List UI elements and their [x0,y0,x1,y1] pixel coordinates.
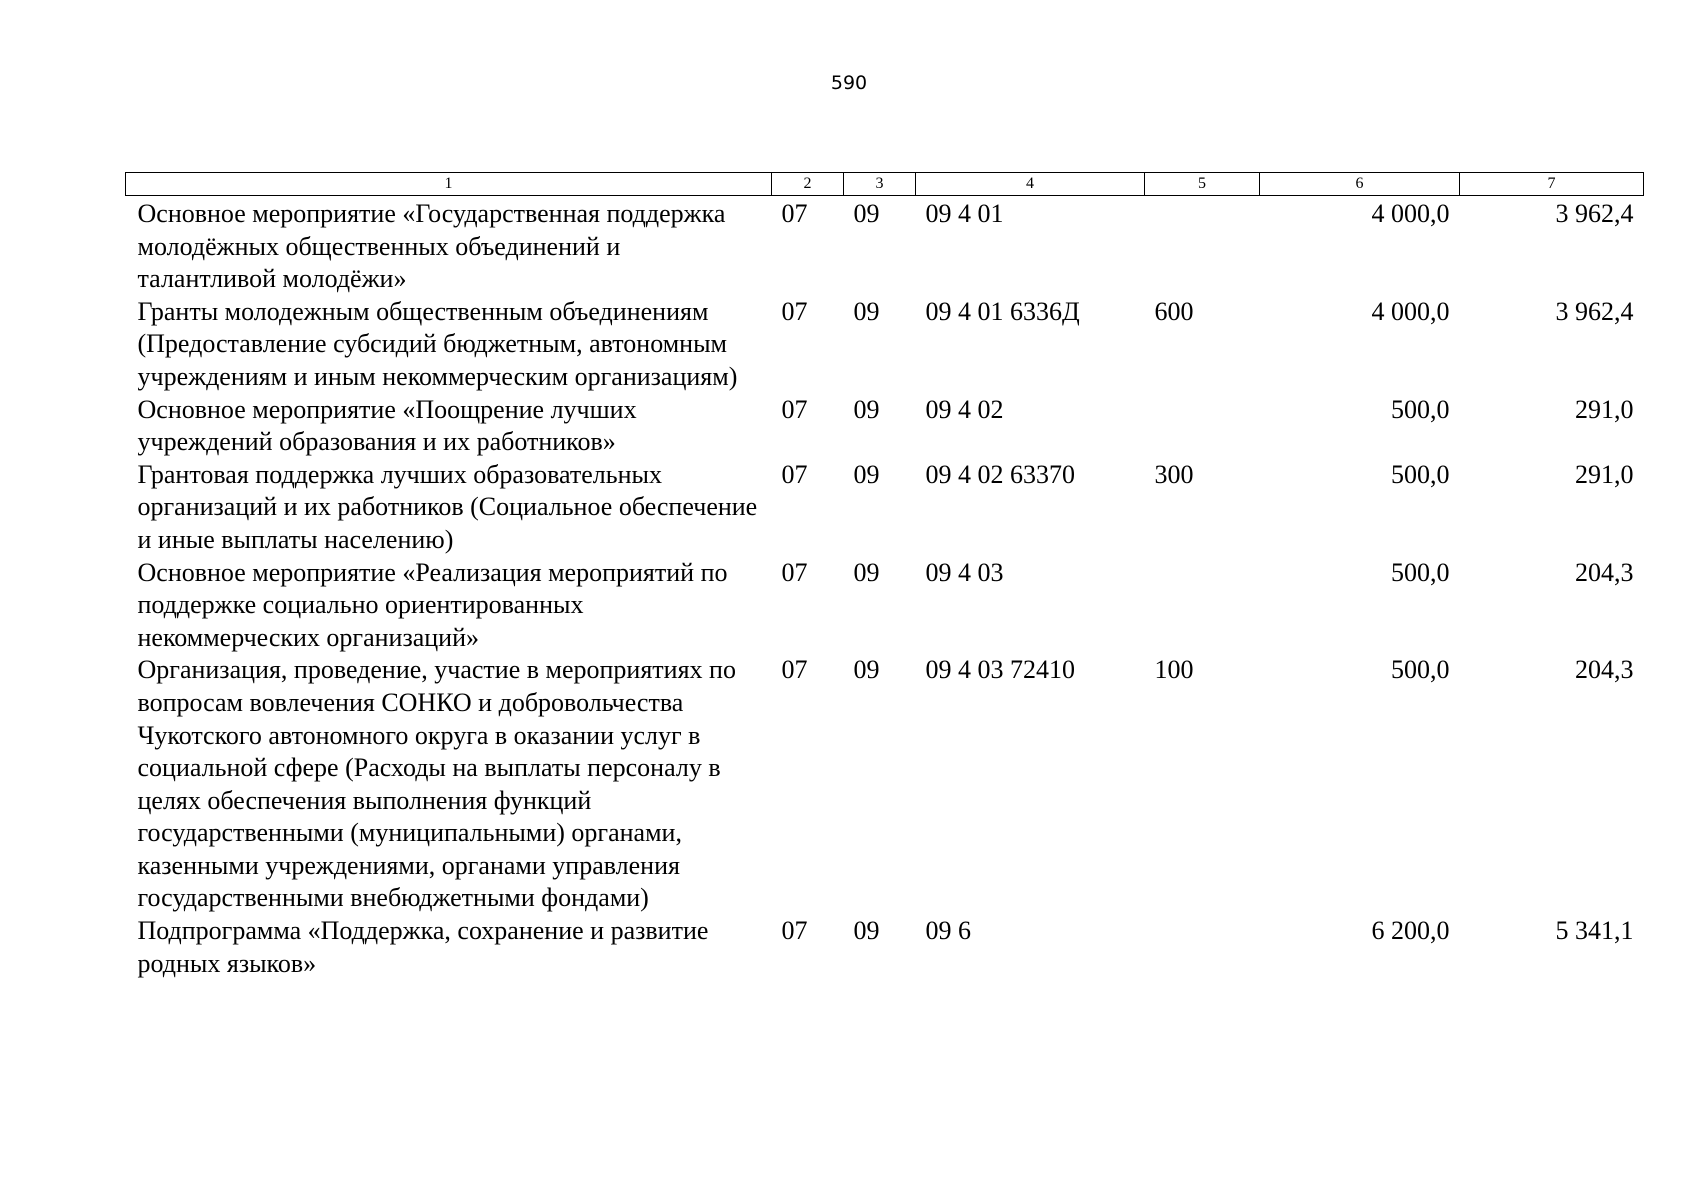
row-pr: 09 [853,655,880,685]
row-actual: 5 341,1 [1555,916,1634,946]
table-row [126,296,1644,394]
row-pr: 09 [853,296,880,326]
row-csr: 09 4 02 [925,394,1004,424]
row-csr: 09 4 01 [925,199,1004,228]
header-col-6: 6 [1260,173,1460,196]
row-name: Гранты молодежным общественным объединениям (Предоставление субсидий бюджетным, автономным учреждениям и иным некоммерческим организациям) [137,296,738,391]
row-pr: 09 [853,459,880,489]
row-plan: 500,0 [1391,655,1450,685]
row-name: Организация, проведение, участие в мероприятиях по вопросам вовлечения СОНКО и добровольчества Чукотского автономного округа в оказании услуг в социальной сфере (Расходы на выплаты персоналу в целях обеспечения выполнения функций государственными (муниципальными) органами, казенными учреждениями, органами управления государственными внебюджетными фондами) [137,655,736,913]
row-name: Подпрограмма «Поддержка, сохранение и развитие родных языков» [137,916,709,978]
row-actual: 291,0 [1575,394,1634,424]
row-rz: 07 [781,296,808,326]
row-actual: 291,0 [1575,459,1634,489]
row-rz: 07 [781,199,808,228]
table-row [126,394,1644,459]
row-vr: 100 [1154,655,1194,685]
table-body [126,196,1644,981]
row-plan: 4 000,0 [1371,199,1450,228]
header-col-5: 5 [1145,173,1260,196]
row-pr: 09 [853,394,880,424]
row-actual: 204,3 [1575,557,1634,587]
row-rz: 07 [781,557,808,587]
table-header [126,173,1644,196]
row-vr [1145,557,1260,655]
row-pr: 09 [853,557,880,587]
row-name: Основное мероприятие «Реализация мероприятий по поддержке социально ориентированных некоммерческих организаций» [137,557,728,652]
header-col-7: 7 [1460,173,1644,196]
row-actual: 204,3 [1575,655,1634,685]
header-row [126,173,1644,196]
row-pr: 09 [853,916,880,946]
row-csr: 09 4 03 72410 [925,655,1075,685]
header-col-2: 2 [772,173,844,196]
table-row [126,915,1644,980]
row-rz: 07 [781,394,808,424]
row-vr [1145,196,1260,296]
row-name: Грантовая поддержка лучших образовательных организаций и их работников (Социальное обеспечение и иные выплаты населению) [137,459,758,554]
row-plan: 500,0 [1391,459,1450,489]
table-row [126,459,1644,557]
row-plan: 500,0 [1391,557,1450,587]
row-csr: 09 6 [925,916,971,946]
row-pr: 09 [853,199,880,228]
row-plan: 500,0 [1391,394,1450,424]
row-plan: 4 000,0 [1371,296,1450,326]
header-col-1: 1 [126,173,772,196]
page-number: 590 [830,72,868,94]
table-row [126,196,1644,296]
row-vr [1145,915,1260,980]
row-vr [1145,394,1260,459]
row-csr: 09 4 02 63370 [925,459,1075,489]
row-rz: 07 [781,459,808,489]
row-name: Основное мероприятие «Государственная поддержка молодёжных общественных объединений и талантливой молодёжи» [137,199,726,294]
header-col-4: 4 [916,173,1145,196]
table-row [126,654,1644,915]
row-csr: 09 4 03 [925,557,1004,587]
budget-table [125,172,1644,980]
row-rz: 07 [781,655,808,685]
header-col-3: 3 [844,173,916,196]
row-vr: 300 [1154,459,1194,489]
row-plan: 6 200,0 [1371,916,1450,946]
row-rz: 07 [781,916,808,946]
row-actual: 3 962,4 [1555,296,1634,326]
row-vr: 600 [1154,296,1194,326]
row-actual: 3 962,4 [1555,199,1634,228]
row-csr: 09 4 01 6336Д [925,296,1080,326]
table-row [126,557,1644,655]
row-name: Основное мероприятие «Поощрение лучших учреждений образования и их работников» [137,394,637,457]
